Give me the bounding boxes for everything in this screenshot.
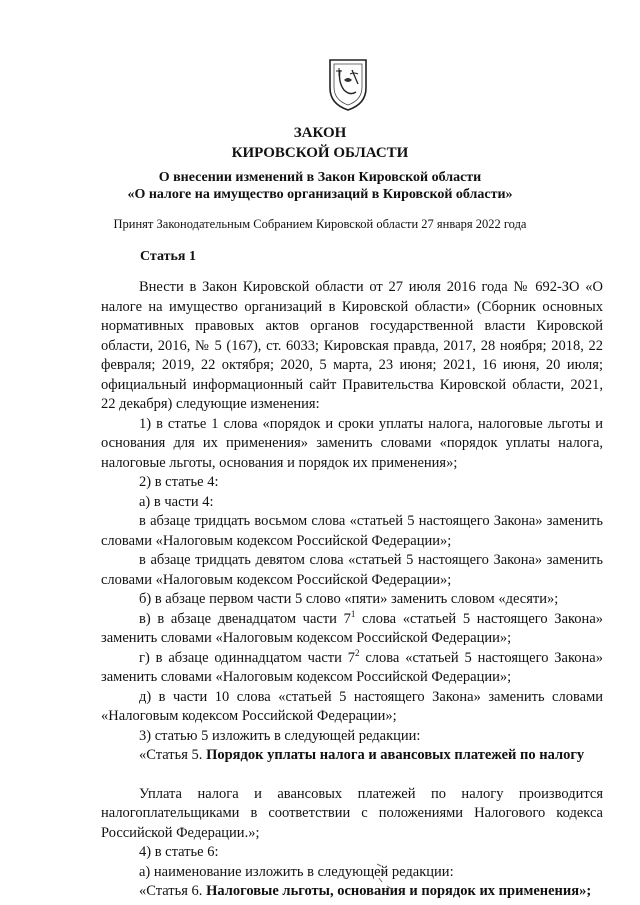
paragraph-abzac-39: в абзаце тридцать девятом слова «статьей 5 настоящего Закона» заменить словами «Налоговым кодексом Российской Федерации»;	[101, 552, 603, 588]
paragraph-item-2g: г) в абзаце одиннадцатом части $7^2$ слова «статьей 5 настоящего Закона» заменить словами «Налоговым кодексом Российской Федерации»;	[101, 647, 603, 685]
paragraph-item-1: 1) в статье 1 слова «порядок и сроки уплаты налога, налоговые льготы и основания для их применения» заменить словами «порядок уплаты налога, налоговые льготы, основания и порядок их применения»;	[101, 415, 603, 471]
law-subtitle-line-1: О внесении изменений в Закон Кировской области	[158, 170, 482, 185]
paragraph-article-5-text: Уплата налога и авансовых платежей по налогу производится налогоплательщиками в соответствии с положениями Налогового кодекса Российской Федерации.»;	[101, 785, 603, 841]
kirov-region-coat-of-arms-icon	[326, 56, 370, 112]
region-name: КИРОВСКОЙ ОБЛАСТИ	[231, 145, 409, 161]
paragraph-item-2v: в) в абзаце двенадцатом части $7^1$ слова «статьей 5 настоящего Закона» заменить словами «Налоговым кодексом Российской Федерации»;	[101, 608, 604, 646]
paragraph-item-2d: д) в части 10 слова «статьей 5 настоящего Закона» заменить словами «Налоговым кодексом Российской Федерации»;	[101, 688, 603, 724]
paragraph-abzac-38: в абзаце тридцать восьмом слова «статьей 5 настоящего Закона» заменить словами «Налоговым кодексом Российской Федерации»;	[101, 513, 603, 549]
law-subtitle-line-2: «О налоге на имущество организаций в Кировской области»	[127, 187, 513, 202]
paragraph-intro: Внести в Закон Кировской области от 27 июля 2016 года № 692-ЗО «О налоге на имущество организаций в Кировской области» (Сборник основных нормативных правовых актов органов государственной власти Кировской области, 2016, № 5 (167), ст. 6033; Кировская правда, 2017, 28 ноября; 2018, 22 февраля; 2019, 22 октября; 2020, 5 марта, 23 июня; 2021, 16 июня, 20 июля; официальный информационный сайт Правительства Кировской области, 2021, 22 декабря) следующие изменения:	[101, 279, 603, 412]
paragraph-item-3: 3) статью 5 изложить в следующей редакции:	[139, 727, 421, 744]
paragraph-item-4: 4) в статье 6:	[139, 844, 219, 860]
document-title: ЗАКОН	[293, 125, 347, 141]
scan-mark-icon	[373, 858, 403, 898]
paragraph-item-2a: а) в части 4:	[139, 493, 214, 510]
adoption-note: Принят Законодательным Собранием Кировской области 27 января 2022 года	[113, 217, 527, 231]
article-body	[101, 278, 603, 902]
article-heading: Статья 1	[140, 249, 196, 264]
paragraph-item-4a: а) наименование изложить в следующей редакции:	[139, 863, 454, 880]
paragraph-article-5-heading: «Статья 5. Порядок уплаты налога и авансовых платежей по налогу	[139, 747, 585, 763]
paragraph-item-2: 2) в статье 4:	[139, 474, 219, 490]
paragraph-article-6-heading: «Статья 6. Налоговые льготы, основания и порядок их применения»;	[139, 883, 592, 899]
paragraph-item-2b: б) в абзаце первом части 5 слово «пяти» заменить словом «десяти»;	[139, 591, 559, 607]
